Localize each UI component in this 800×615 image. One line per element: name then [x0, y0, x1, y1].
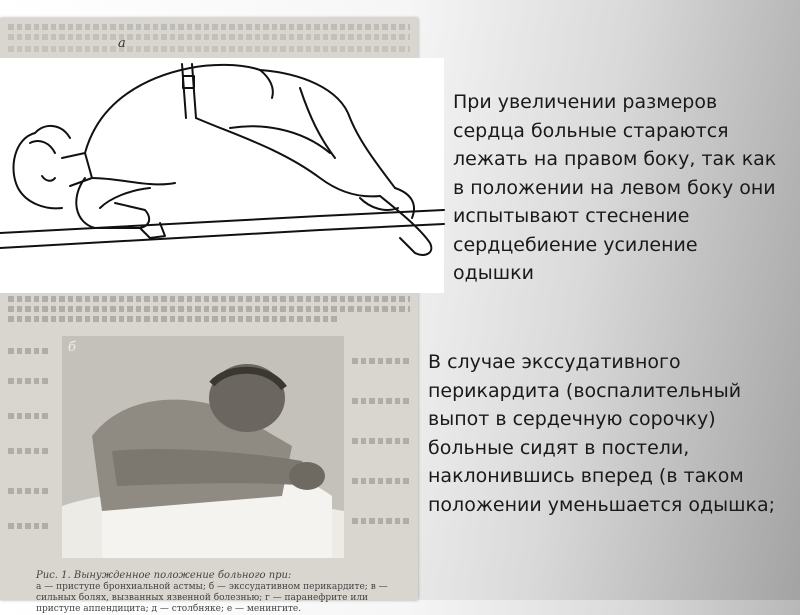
text-lines: [8, 24, 410, 30]
text-lines: [8, 348, 48, 354]
text-lines: [8, 413, 48, 419]
text-lines: [8, 306, 410, 312]
figure-label-b: б: [68, 340, 76, 355]
patient-lying-drawing: [0, 58, 444, 293]
slide-text-heart-enlargement: При увеличении размеров сердца больные стараются лежать на правом боку, так как в положении на левом боку они испытывают стеснение сердцебиение усиление одышки: [453, 91, 777, 284]
text-lines: [8, 448, 48, 454]
text-lines: [352, 398, 410, 404]
text-lines: [8, 46, 410, 52]
text-lines: [352, 438, 410, 444]
caption-title: Рис. 1. Вынужденное положение больного при:: [36, 570, 292, 581]
figure-label-a: a: [118, 36, 126, 51]
text-lines: [8, 316, 338, 322]
text-lines: [8, 488, 48, 494]
text-lines: [8, 34, 410, 40]
text-lines: [352, 478, 410, 484]
caption-body: а — приступе бронхиальной астмы; б — экссудативном перикардите; в — сильных болях, вызванных язвенной болезнью; г — паранефрите или приступе аппендицита; д — столбняке; е — менингите.: [36, 582, 388, 614]
text-lines: [8, 523, 48, 529]
text-lines: [352, 518, 410, 524]
patient-sitting-photo: [62, 336, 344, 558]
sitting-patient-illustration: [62, 336, 344, 558]
slide-text-exudative-pericarditis: В случае экссудативного перикардита (воспалительный выпот в сердечную сорочку) больные сидят в постели, наклонившись вперед (в таком положении уменьшается одышка;: [428, 351, 776, 516]
text-lines: [8, 296, 410, 302]
figure-caption: [36, 570, 406, 615]
text-lines: [8, 378, 48, 384]
text-lines: [352, 358, 410, 364]
lying-patient-illustration: [0, 58, 444, 293]
